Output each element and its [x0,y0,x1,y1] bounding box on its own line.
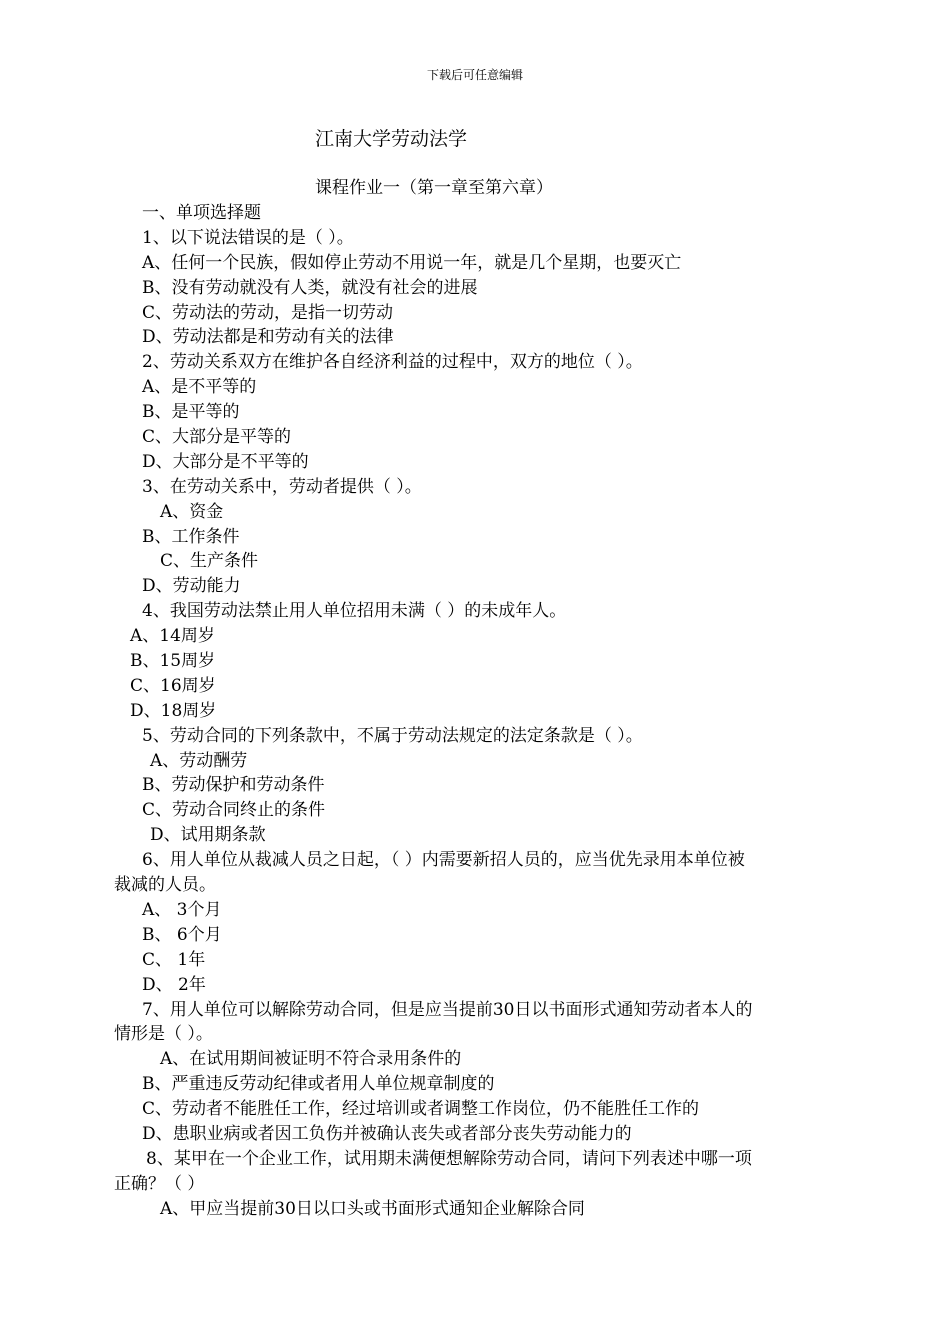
text-line: 8、某甲在一个企业工作，试用期未满便想解除劳动合同，请问下列表述中哪一项 [146,1148,752,1169]
text-line: C、大部分是平等的 [142,427,292,448]
text-line: 裁减的人员。 [114,875,216,896]
text-line: D、18周岁 [130,700,217,721]
document-title: 江南大学劳动法学 [315,128,468,150]
text-line: 7、用人单位可以解除劳动合同，但是应当提前30日以书面形式通知劳动者本人的 [142,999,753,1020]
text-line: C、劳动法的劳动，是指一切劳动 [142,302,394,323]
text-line: 情形是（ ）。 [114,1024,213,1045]
text-line: B、劳动保护和劳动条件 [142,775,325,796]
text-line: A、劳动酬劳 [150,750,248,771]
text-line: A、资金 [160,501,224,522]
text-line: A、在试用期间被证明不符合录用条件的 [160,1049,462,1070]
text-line: C、劳动合同终止的条件 [142,800,326,821]
text-line: C、 1年 [142,949,206,970]
text-line: D、患职业病或者因工负伤并被确认丧失或者部分丧失劳动能力的 [142,1123,632,1144]
text-line: B、严重违反劳动纪律或者用人单位规章制度的 [142,1074,495,1095]
text-line: C、劳动者不能胜任工作，经过培训或者调整工作岗位，仍不能胜任工作的 [142,1099,700,1120]
text-line: 正确？（ ） [114,1173,205,1194]
text-line: D、 2年 [142,974,206,995]
text-line: 4、我国劳动法禁止用人单位招用未满（ ）的未成年人。 [142,601,567,622]
text-line: D、劳动法都是和劳动有关的法律 [142,327,394,348]
text-line: 6、用人单位从裁减人员之日起，（ ）内需要新招人员的，应当优先录用本单位被 [142,850,745,871]
text-line: B、是平等的 [142,402,240,423]
text-line: A、任何一个民族，假如停止劳动不用说一年，就是几个星期，也要灭亡 [142,252,682,273]
text-line: C、16周岁 [130,675,216,696]
text-line: 一、单项选择题 [142,203,261,223]
text-line: B、 6个月 [142,924,222,945]
text-line: B、15周岁 [130,651,216,672]
text-line: A、 3个月 [142,899,222,920]
document-body [0,201,950,1222]
text-line: 1、以下说法错误的是（ ）。 [142,227,354,248]
text-line: B、没有劳动就没有人类，就没有社会的进展 [142,277,478,298]
text-line: 3、在劳动关系中，劳动者提供（ ）。 [142,476,422,497]
text-line: 2、劳动关系双方在维护各自经济利益的过程中，双方的地位（ ）。 [142,352,643,373]
text-line: A、14周岁 [130,626,215,647]
text-line: D、劳动能力 [142,576,241,597]
text-line: D、大部分是不平等的 [142,451,309,472]
text-line: A、是不平等的 [142,377,257,398]
text-line: 5、劳动合同的下列条款中，不属于劳动法规定的法定条款是（ ）。 [142,725,643,746]
document-subtitle: 课程作业一（第一章至第六章） [315,178,553,198]
header-note: 下载后可任意编辑 [426,68,523,82]
text-line: B、工作条件 [142,526,240,547]
text-line: D、试用期条款 [150,825,266,846]
text-line: C、生产条件 [160,551,259,572]
text-line: A、甲应当提前30日以口头或书面形式通知企业解除合同 [160,1198,585,1219]
